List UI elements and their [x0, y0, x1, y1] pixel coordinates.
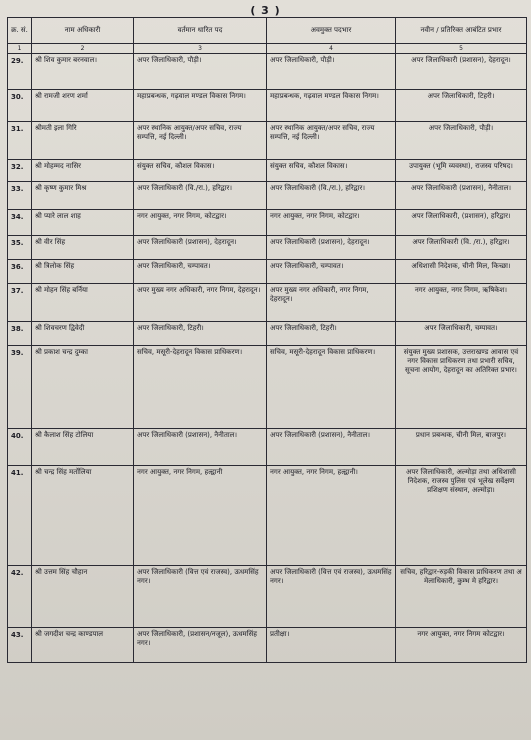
relieved-charge: महाप्रबन्धक, गढ़वाल मण्डल विकास निगम।: [267, 90, 396, 122]
officer-name: श्री कैलाश सिंह टोलिया: [32, 429, 134, 466]
relieved-charge: अपर जिलाधिकारी (वित्त एवं राजस्व), ऊधमसिंह नगर।: [267, 566, 396, 628]
serial-number: 40.: [8, 429, 32, 466]
table-row: [8, 346, 527, 429]
current-post: सचिव, मसूरी-देहरादून विकास प्राधिकरण।: [134, 346, 267, 429]
current-post: अपर जिलाधिकारी (वित्त एवं राजस्व), ऊधमसिंह नगर।: [134, 566, 267, 628]
relieved-charge: अपर जिलाधिकारी (प्रशासन), देहरादून।: [267, 236, 396, 260]
serial-number: 43.: [8, 628, 32, 663]
officer-name: श्री शिवचरण द्विवेदी: [32, 322, 134, 346]
table-body: [8, 54, 527, 663]
current-post: नगर आयुक्त, नगर निगम, कोटद्वार।: [134, 210, 267, 236]
relieved-charge: अपर जिलाधिकारी, पौड़ी।: [267, 54, 396, 90]
new-charge: संयुक्त मुख्य प्रशासक, उत्तराखण्ड आवास एवं नगर विकास प्राधिकरण तथा प्रभारी सचिव, सूचना आयोग, देहरादून का अतिरिक्त प्रभार।: [396, 346, 527, 429]
current-post: अपर स्थानिक आयुक्त/अपर सचिव, राज्य सम्पत्ति, नई दिल्ली।: [134, 122, 267, 160]
table-row: [8, 54, 527, 90]
serial-number: 42.: [8, 566, 32, 628]
current-post: महाप्रबन्धक, गढ़वाल मण्डल विकास निगम।: [134, 90, 267, 122]
serial-number: 41.: [8, 466, 32, 566]
header-current-post: वर्तमान धारित पद: [134, 18, 267, 44]
officer-name: श्री कृष्ण कुमार मिश्र: [32, 182, 134, 210]
serial-number: 29.: [8, 54, 32, 90]
table-row: [8, 628, 527, 663]
current-post: अपर जिलाधिकारी, टिहरी।: [134, 322, 267, 346]
table-row: [8, 284, 527, 322]
header-sn: क्र. सं.: [8, 18, 32, 44]
table-row: [8, 210, 527, 236]
serial-number: 30.: [8, 90, 32, 122]
table-row: [8, 122, 527, 160]
table-row: [8, 260, 527, 284]
column-index: 1: [8, 44, 32, 54]
serial-number: 38.: [8, 322, 32, 346]
table-row: [8, 466, 527, 566]
officer-name: श्री रामजी शरण शर्मा: [32, 90, 134, 122]
table-row: [8, 322, 527, 346]
new-charge: अपर जिलाधिकारी, पौड़ी।: [396, 122, 527, 160]
serial-number: 31.: [8, 122, 32, 160]
officer-name: श्री वीर सिंह: [32, 236, 134, 260]
current-post: अपर जिलाधिकारी (प्रशासन), नैनीताल।: [134, 429, 267, 466]
officer-name: श्री मोहम्मद नासिर: [32, 160, 134, 182]
relieved-charge: सचिव, मसूरी-देहरादून विकास प्राधिकरण।: [267, 346, 396, 429]
new-charge: अपर जिलाधिकारी, (प्रशासन), हरिद्वार।: [396, 210, 527, 236]
relieved-charge: अपर जिलाधिकारी (प्रशासन), नैनीताल।: [267, 429, 396, 466]
new-charge: अपर जिलाधिकारी (वि. /रा.), हरिद्वार।: [396, 236, 527, 260]
officer-name: श्री जगदीश चन्द्र काण्डपाल: [32, 628, 134, 663]
officer-name: श्री चन्द्र सिंह मर्तोलिया: [32, 466, 134, 566]
new-charge: अपर जिलाधिकारी (प्रशासन), देहरादून।: [396, 54, 527, 90]
new-charge: उपायुक्त (भूमि व्यवस्था), राजस्व परिषद।: [396, 160, 527, 182]
table-row: [8, 182, 527, 210]
relieved-charge: अपर मुख्य नगर अधिकारी, नगर निगम, देहरादून।: [267, 284, 396, 322]
serial-number: 36.: [8, 260, 32, 284]
officer-name: श्री मोहन सिंह बर्निया: [32, 284, 134, 322]
new-charge: प्रधान प्रबन्धक, चीनी मिल, बाजपुर।: [396, 429, 527, 466]
relieved-charge: अपर जिलाधिकारी, चम्पावत।: [267, 260, 396, 284]
header-relieved-charge: अवमुक्त पदभार: [267, 18, 396, 44]
serial-number: 33.: [8, 182, 32, 210]
relieved-charge: प्रतीक्षा।: [267, 628, 396, 663]
new-charge: अपर जिलाधिकारी (प्रशासन), नैनीताल।: [396, 182, 527, 210]
relieved-charge: नगर आयुक्त, नगर निगम, हल्द्वानी।: [267, 466, 396, 566]
officer-name: श्री उत्तम सिंह चौहान: [32, 566, 134, 628]
officer-name: श्री प्रकाश चन्द्र दुम्का: [32, 346, 134, 429]
serial-number: 32.: [8, 160, 32, 182]
column-index-row: [8, 44, 527, 54]
current-post: नगर आयुक्त, नगर निगम, हल्द्वानी: [134, 466, 267, 566]
header-new-charge: नवीन / प्रतिरिक्त आबंटित प्रभार: [396, 18, 527, 44]
new-charge: सचिव, हरिद्वार-रुड़की विकास प्राधिकरण तथा अ मेलाधिकारी, कुम्भ मे हरिद्वार।: [396, 566, 527, 628]
officer-name: श्री प्यारे लाल शाह: [32, 210, 134, 236]
column-index: 3: [134, 44, 267, 54]
new-charge: अपर जिलाधिकारी, टिहरी।: [396, 90, 527, 122]
new-charge: नगर आयुक्त, नगर निगम कोटद्वार।: [396, 628, 527, 663]
relieved-charge: अपर स्थानिक आयुक्त/अपर सचिव, राज्य सम्पत्ति, नई दिल्ली।: [267, 122, 396, 160]
serial-number: 34.: [8, 210, 32, 236]
current-post: अपर जिलाधिकारी, (प्रशासन/नजूल), ऊधमसिंह नगर।: [134, 628, 267, 663]
relieved-charge: अपर जिलाधिकारी (वि./रा.), हरिद्वार।: [267, 182, 396, 210]
header-name: नाम अधिकारी: [32, 18, 134, 44]
header-row: [8, 18, 527, 44]
table-row: [8, 566, 527, 628]
current-post: संयुक्त सचिव, कौशल विकास।: [134, 160, 267, 182]
current-post: अपर जिलाधिकारी, चम्पावत।: [134, 260, 267, 284]
current-post: अपर जिलाधिकारी (प्रशासन), देहरादून।: [134, 236, 267, 260]
column-index: 2: [32, 44, 134, 54]
current-post: अपर जिलाधिकारी (वि./रा.), हरिद्वार।: [134, 182, 267, 210]
new-charge: अधिशासी निदेशक, चीनी मिल, किच्छा।: [396, 260, 527, 284]
table-row: [8, 160, 527, 182]
column-index: 5: [396, 44, 527, 54]
table-row: [8, 90, 527, 122]
current-post: अपर जिलाधिकारी, पौड़ी।: [134, 54, 267, 90]
table-row: [8, 429, 527, 466]
new-charge: अपर जिलाधिकारी, अल्मोड़ा तथा अधिशासी निदेशक, राजस्व पुलिस एवं भूलेख सर्वेक्षण प्रशिक्षण संस्थान, अल्मोड़ा।: [396, 466, 527, 566]
serial-number: 37.: [8, 284, 32, 322]
column-index: 4: [267, 44, 396, 54]
officer-name: श्री शिव कुमार बरनवाल।: [32, 54, 134, 90]
new-charge: नगर आयुक्त, नगर निगम, ऋषिकेश।: [396, 284, 527, 322]
table-row: [8, 236, 527, 260]
serial-number: 39.: [8, 346, 32, 429]
transfer-table: [7, 17, 527, 663]
serial-number: 35.: [8, 236, 32, 260]
relieved-charge: नगर आयुक्त, नगर निगम, कोटद्वार।: [267, 210, 396, 236]
new-charge: अपर जिलाधिकारी, चम्पावत।: [396, 322, 527, 346]
officer-name: श्रीमती इला गिरि: [32, 122, 134, 160]
relieved-charge: अपर जिलाधिकारी, टिहरी।: [267, 322, 396, 346]
officer-name: श्री त्रिलोक सिंह: [32, 260, 134, 284]
current-post: अपर मुख्य नगर अधिकारी, नगर निगम, देहरादून।: [134, 284, 267, 322]
relieved-charge: संयुक्त सचिव, कौशल विकास।: [267, 160, 396, 182]
page-number: ( 3 ): [250, 4, 281, 17]
